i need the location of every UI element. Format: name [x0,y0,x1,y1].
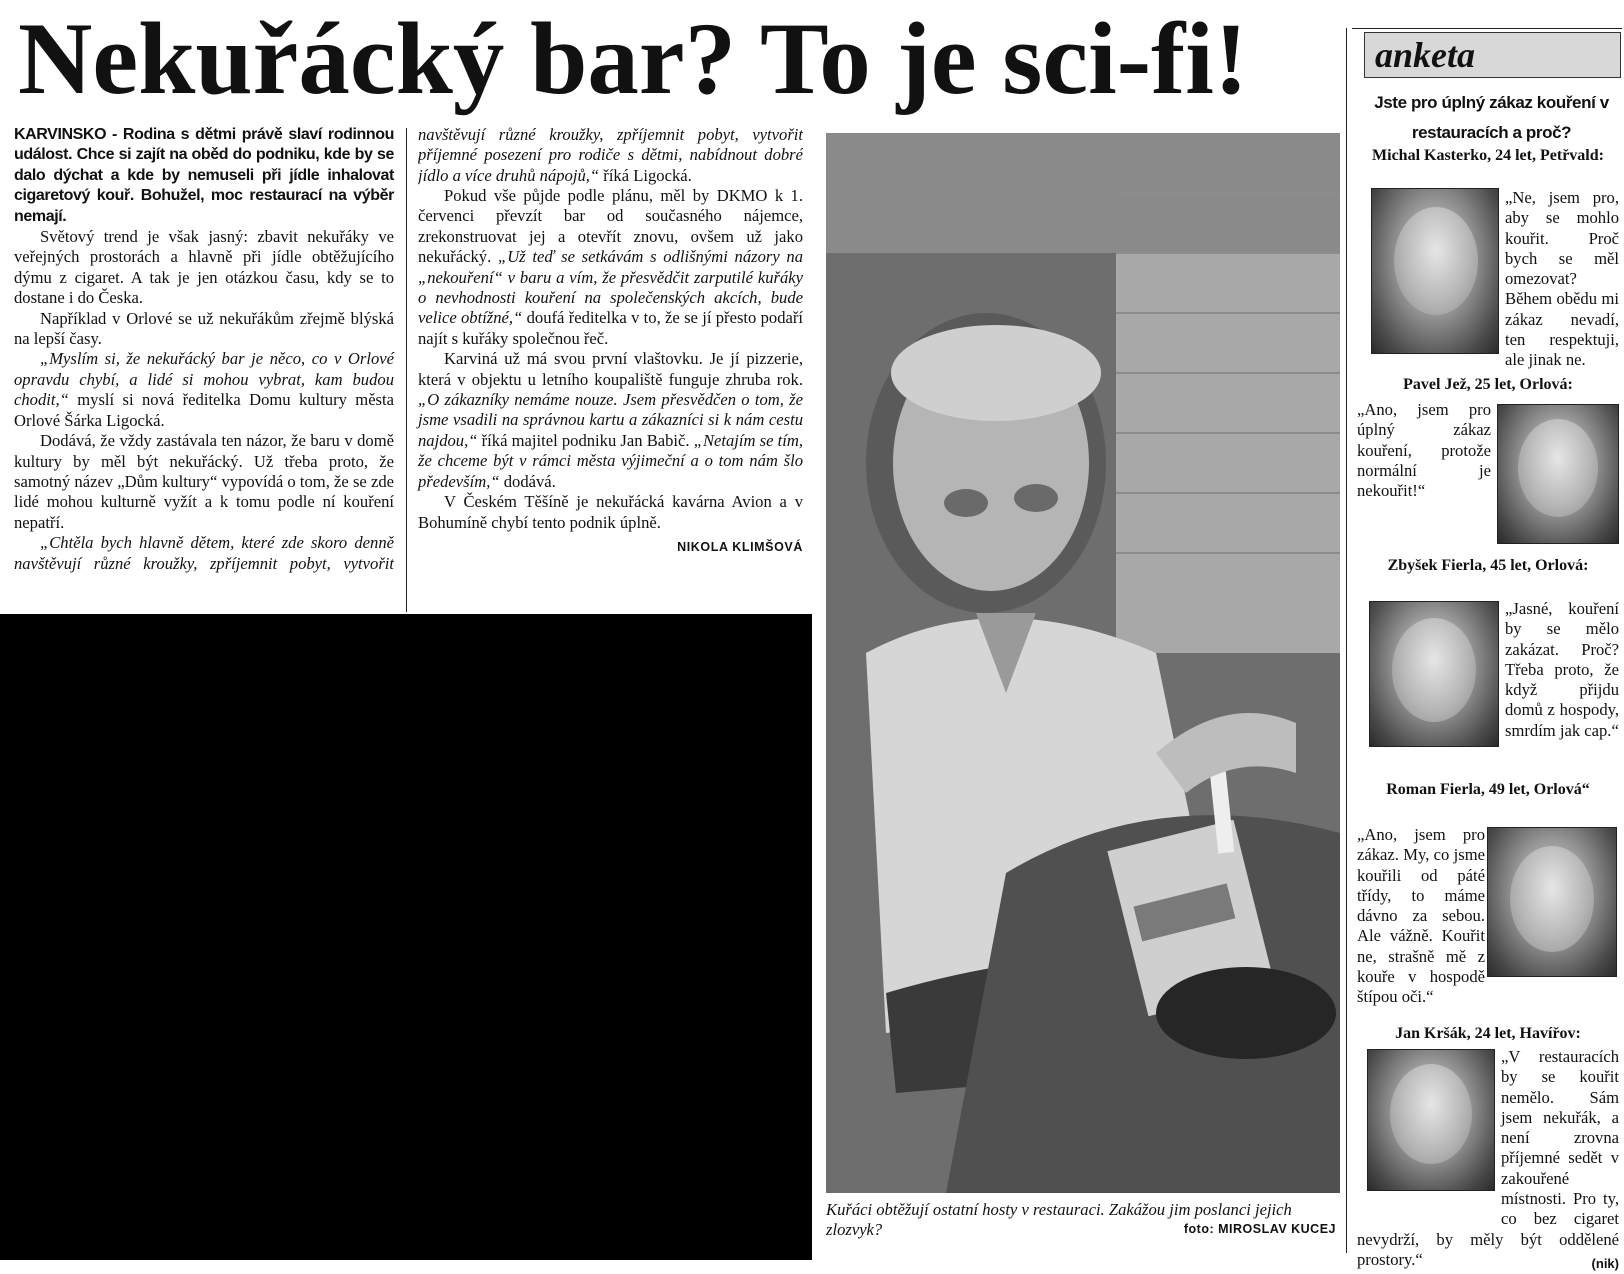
article-paragraph: Například v Orlové se už nekuřákům zřejmě blýská na lepší časy. [14,308,394,349]
article-paragraph: Pokud vše půjde podle plánu, měl by DKMO k 1. červenci převzít bar od současného nájemce, zrekonstruovat jej a otevřít znovu, ovšem už jako nekuřácký. „Už teď se setkávám s odlišnými názory na „nekouření“ v baru a vím, že přesvědčit zarputilé kuřáky o nevhodnosti kouření na společenských akcích, bude velice obtížné,“ doufá ředitelka v to, že se jí přesto podaří najít s kuřáky společnou řeč. [418,186,804,348]
article-paragraph [14,533,394,574]
article-photo [826,133,1340,1193]
article-paragraph: Světový trend je však jasný: zbavit nekuřáky ve veřejných prostorách a hlavně při jídle obtěžujícího dýmu z cigaret. A tak je jen otázkou času, kdy se to dostane i do Česka. [14,227,394,308]
article-column-2 [418,125,803,557]
article-paragraph: „Myslím si, že nekuřácký bar je něco, co v Orlové opravdu chybí, a lidé si mohou vybrat, kam budou chodit,“ myslí si nová ředitelka Domu kultury města Orlové Šárka Ligocká. [14,349,394,430]
headline-rule [1352,28,1622,29]
survey-respondent [1357,557,1619,740]
respondent-photo [1497,404,1619,544]
survey-signature: (nik) [1591,1255,1619,1271]
quote: „Netajím se tím, že chceme být v rámci města výjimeční a o tom nám šlo především,“ [418,430,803,491]
respondent-name: Roman Fierla, 49 let, Orlová“ [1386,781,1590,798]
respondent-answer: „V restauracích by se kouřit nemělo. Sám jsem nekuřák, a není zrovna příjemné sedět v zakouřené místnosti. Pro ty, co bez cigaret nevydrží, by měly být oddělené prostory.“ (nik) [1357,1047,1619,1274]
photo-illustration [826,133,1340,1193]
survey-respondent [1357,376,1619,501]
survey-header [1364,32,1621,78]
respondent-name: Zbyšek Fierla, 45 let, Orlová: [1387,557,1589,574]
respondent-name: Jan Kršák, 24 let, Havířov: [1395,1025,1581,1042]
photo-caption: Kuřáci obtěžují ostatní hosty v restauraci. Zakážou jim poslanci jejich zlozvyk? [826,1200,1292,1239]
article-paragraph-continued: navštěvují různé kroužky, zpříjemnit pobyt, vytvořit příjemné posezení pro rodiče s dětmi, nabídnout dobré jídlo a více druhů nápojů,“ říká Ligocká. [418,125,803,185]
survey-respondent [1357,1025,1619,1271]
survey-label: anketa [1375,35,1476,75]
column-rule [1346,28,1347,1253]
article-paragraph: V Českém Těšíně je nekuřácká kavárna Avion a v Bohumíně chybí tento podnik úplně. [418,492,803,532]
article-paragraph: Dodává, že vždy zastávala ten názor, že baru v domě kultury by měl být nekuřácký. Už třeba proto, že samotný název „Dům kultury“ vypovídá o tom, že se zde lidé mohou kulturně vyžít a k tomu podle ní kouření nepatří. [14,431,394,532]
article-lead: KARVINSKO - Rodina s dětmi právě slaví rodinnou událost. Chce si zajít na oběd do podniku, kde by se dalo dýchat a kde by nemuseli při jídle inhalovat cigaretový kouř. Bohužel, moc restaurací na výběr nemají. [14,126,394,225]
column-rule [406,128,407,612]
survey-respondent [1357,781,1619,1007]
quote: „Myslím si, že nekuřácký bar je něco, co v Orlové opravdu chybí, a lidé si mohou vybrat, kam budou chodit,“ [14,349,394,410]
respondent-answer: „Jasné, kouření by se mělo zakázat. Proč? Třeba proto, že když přijdu domů z hospody, smrdím jak cap.“ [1505,599,1619,740]
respondent-name: Michal Kasterko, 24 let, Petřvald: [1372,147,1604,164]
respondent-answer: „Ano, jsem pro úplný zákaz kouření, protože normální je nekouřit!“ [1357,400,1491,501]
article-paragraph: Karviná už má svou první vlaštovku. Je jí pizzerie, která v objektu u letního koupaliště funguje zhruba rok. „O zákazníky nemáme nouze. Jsem přesvědčen o tom, že jsme vsadili na správnou kartu a zákazníci si k nám cestu najdou,“ říká majitel podniku Jan Babič. „Netajím se tím, že chceme být v rámci města výjimeční a o tom nám šlo především,“ dodává. [418,349,803,491]
survey-respondent [1357,146,1619,370]
photo-credit: foto: MIROSLAV KUCEJ [1183,1222,1336,1236]
quote: „O zákazníky nemáme nouze. Jsem přesvědčen o tom, že jsme vsadili na správnou kartu a zákazníci si k nám cestu najdou,“ [418,390,803,450]
quote: „Chtěla bych hlavně dětem, které zde skoro denně navštěvují různé kroužky, zpříjemnit pobyt, vytvořit [14,533,394,573]
headline: Nekuřácký bar? To je sci-fi! [18,2,1249,116]
quote: „Už teď se setkávám s odlišnými názory na „nekouření“ v baru a vím, že přesvědčit zarputilé kuřáky o nevhodnosti kouření na společenských akcích, bude velice obtížné,“ [418,247,803,328]
respondent-answer: „Ne, jsem pro, aby se mohlo kouřit. Proč bych se měl omezovat? Během obědu mi zákaz nevadí, ten respektuji, ale jinak ne. [1505,188,1619,370]
respondent-answer: „Ano, jsem pro zákaz. My, co jsme kouřili od páté třídy, to máme dávno za sebou. Ale vážně. Kouřit ne, strašně mě z kouře v hospodě štípou oči.“ [1357,825,1485,1007]
article-column-1 [14,125,394,574]
survey-question: Jste pro úplný zákaz kouření v restauracích a proč? [1374,93,1609,142]
respondent-name: Pavel Jež, 25 let, Orlová: [1403,376,1573,393]
redacted-area [0,614,812,1260]
byline: NIKOLA KLIMŠOVÁ [677,539,803,554]
